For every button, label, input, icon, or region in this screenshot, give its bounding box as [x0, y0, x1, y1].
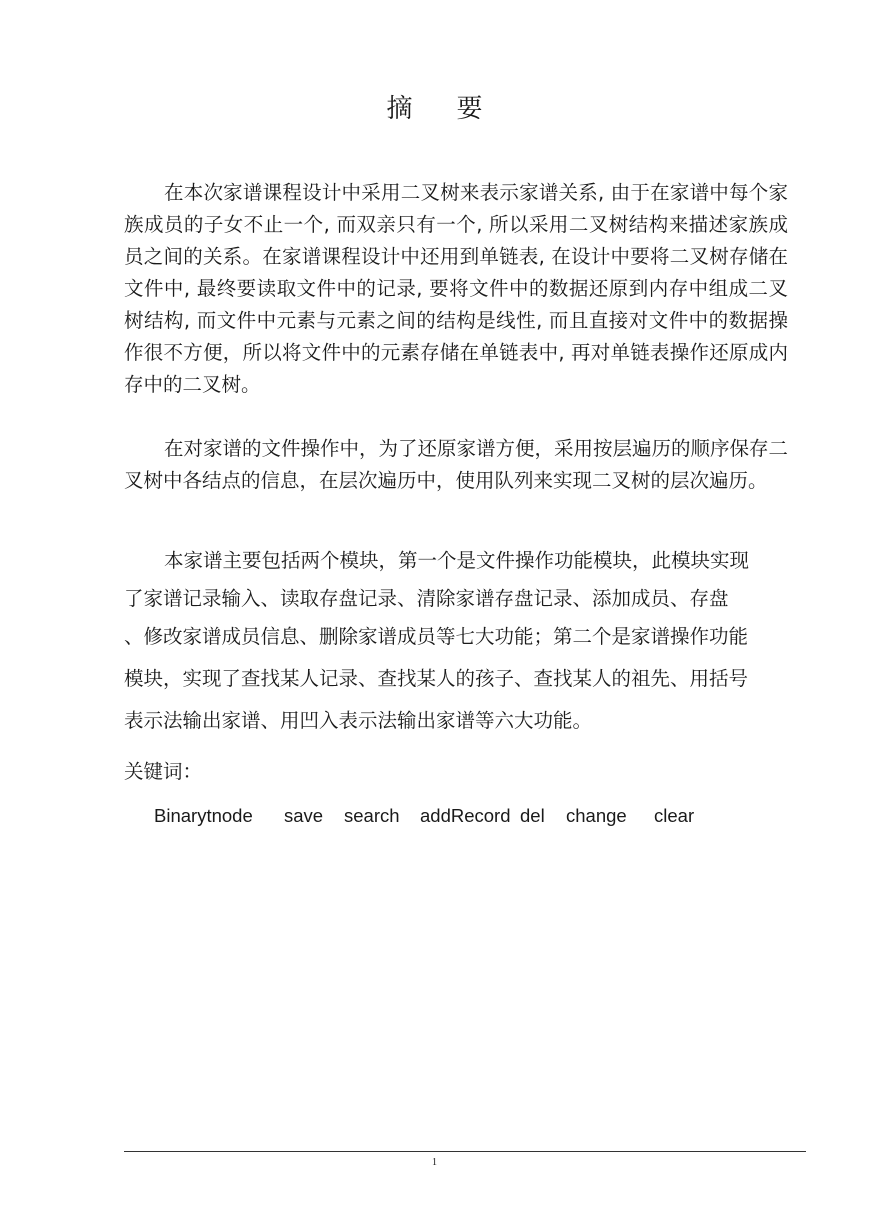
title-char-1: 摘 [386, 94, 413, 124]
paragraph-3-line-2: 了家谱记录输入、读取存盘记录、清除家谱存盘记录、添加成员、存盘 [124, 587, 729, 610]
keyword: save [284, 805, 324, 826]
keyword: del [520, 805, 545, 826]
paragraph-3-line-3: 、修改家谱成员信息、删除家谱成员等七大功能；第二个是家谱操作功能 [124, 625, 749, 648]
page-title [0, 88, 869, 125]
abstract-paragraph-3 [124, 545, 788, 737]
abstract-paragraph-1: 在本次家谱课程设计中采用二叉树来表示家谱关系, 由于在家谱中每个家族成员的子女不止一个, 而双亲只有一个, 所以采用二叉树结构来描述家族成员之间的关系。在家谱课程设计中还用到单链表, 在设计中要将二叉树存储在文件中, 最终要读取文件中的记录, 要将文件中的数据还原到内存中组成二叉树结构, 而文件中元素与元素之间的结构是线性, 而且直接对文件中的数据操作很不方便，所以将文件中的元素存储在单链表中, 再对单链表操作还原成内存中的二叉树。 [124, 181, 788, 396]
paragraph-3-line-4: 模块，实现了查找某人记录、查找某人的孩子、查找某人的祖先、用括号 [124, 667, 749, 690]
title-char-2: 要 [456, 94, 483, 124]
page-number: 1 [432, 1157, 437, 1168]
keyword: clear [654, 805, 695, 826]
keywords-label: 关键词： [124, 760, 203, 783]
keyword: Binarytnode [154, 805, 253, 826]
footer-divider [124, 1151, 806, 1152]
abstract-paragraph-2: 在对家谱的文件操作中，为了还原家谱方便，采用按层遍历的顺序保存二叉树中各结点的信息，在层次遍历中，使用队列来实现二叉树的层次遍历。 [124, 437, 789, 492]
paragraph-3-line-5: 表示法输出家谱、用凹入表示法输出家谱等六大功能。 [124, 709, 593, 732]
keywords-list [154, 800, 694, 832]
paragraph-3-line-1: 本家谱主要包括两个模块，第一个是文件操作功能模块，此模块实现 [164, 549, 750, 572]
keyword: addRecord [420, 805, 511, 826]
keyword: search [344, 805, 400, 826]
keyword: change [566, 805, 627, 826]
